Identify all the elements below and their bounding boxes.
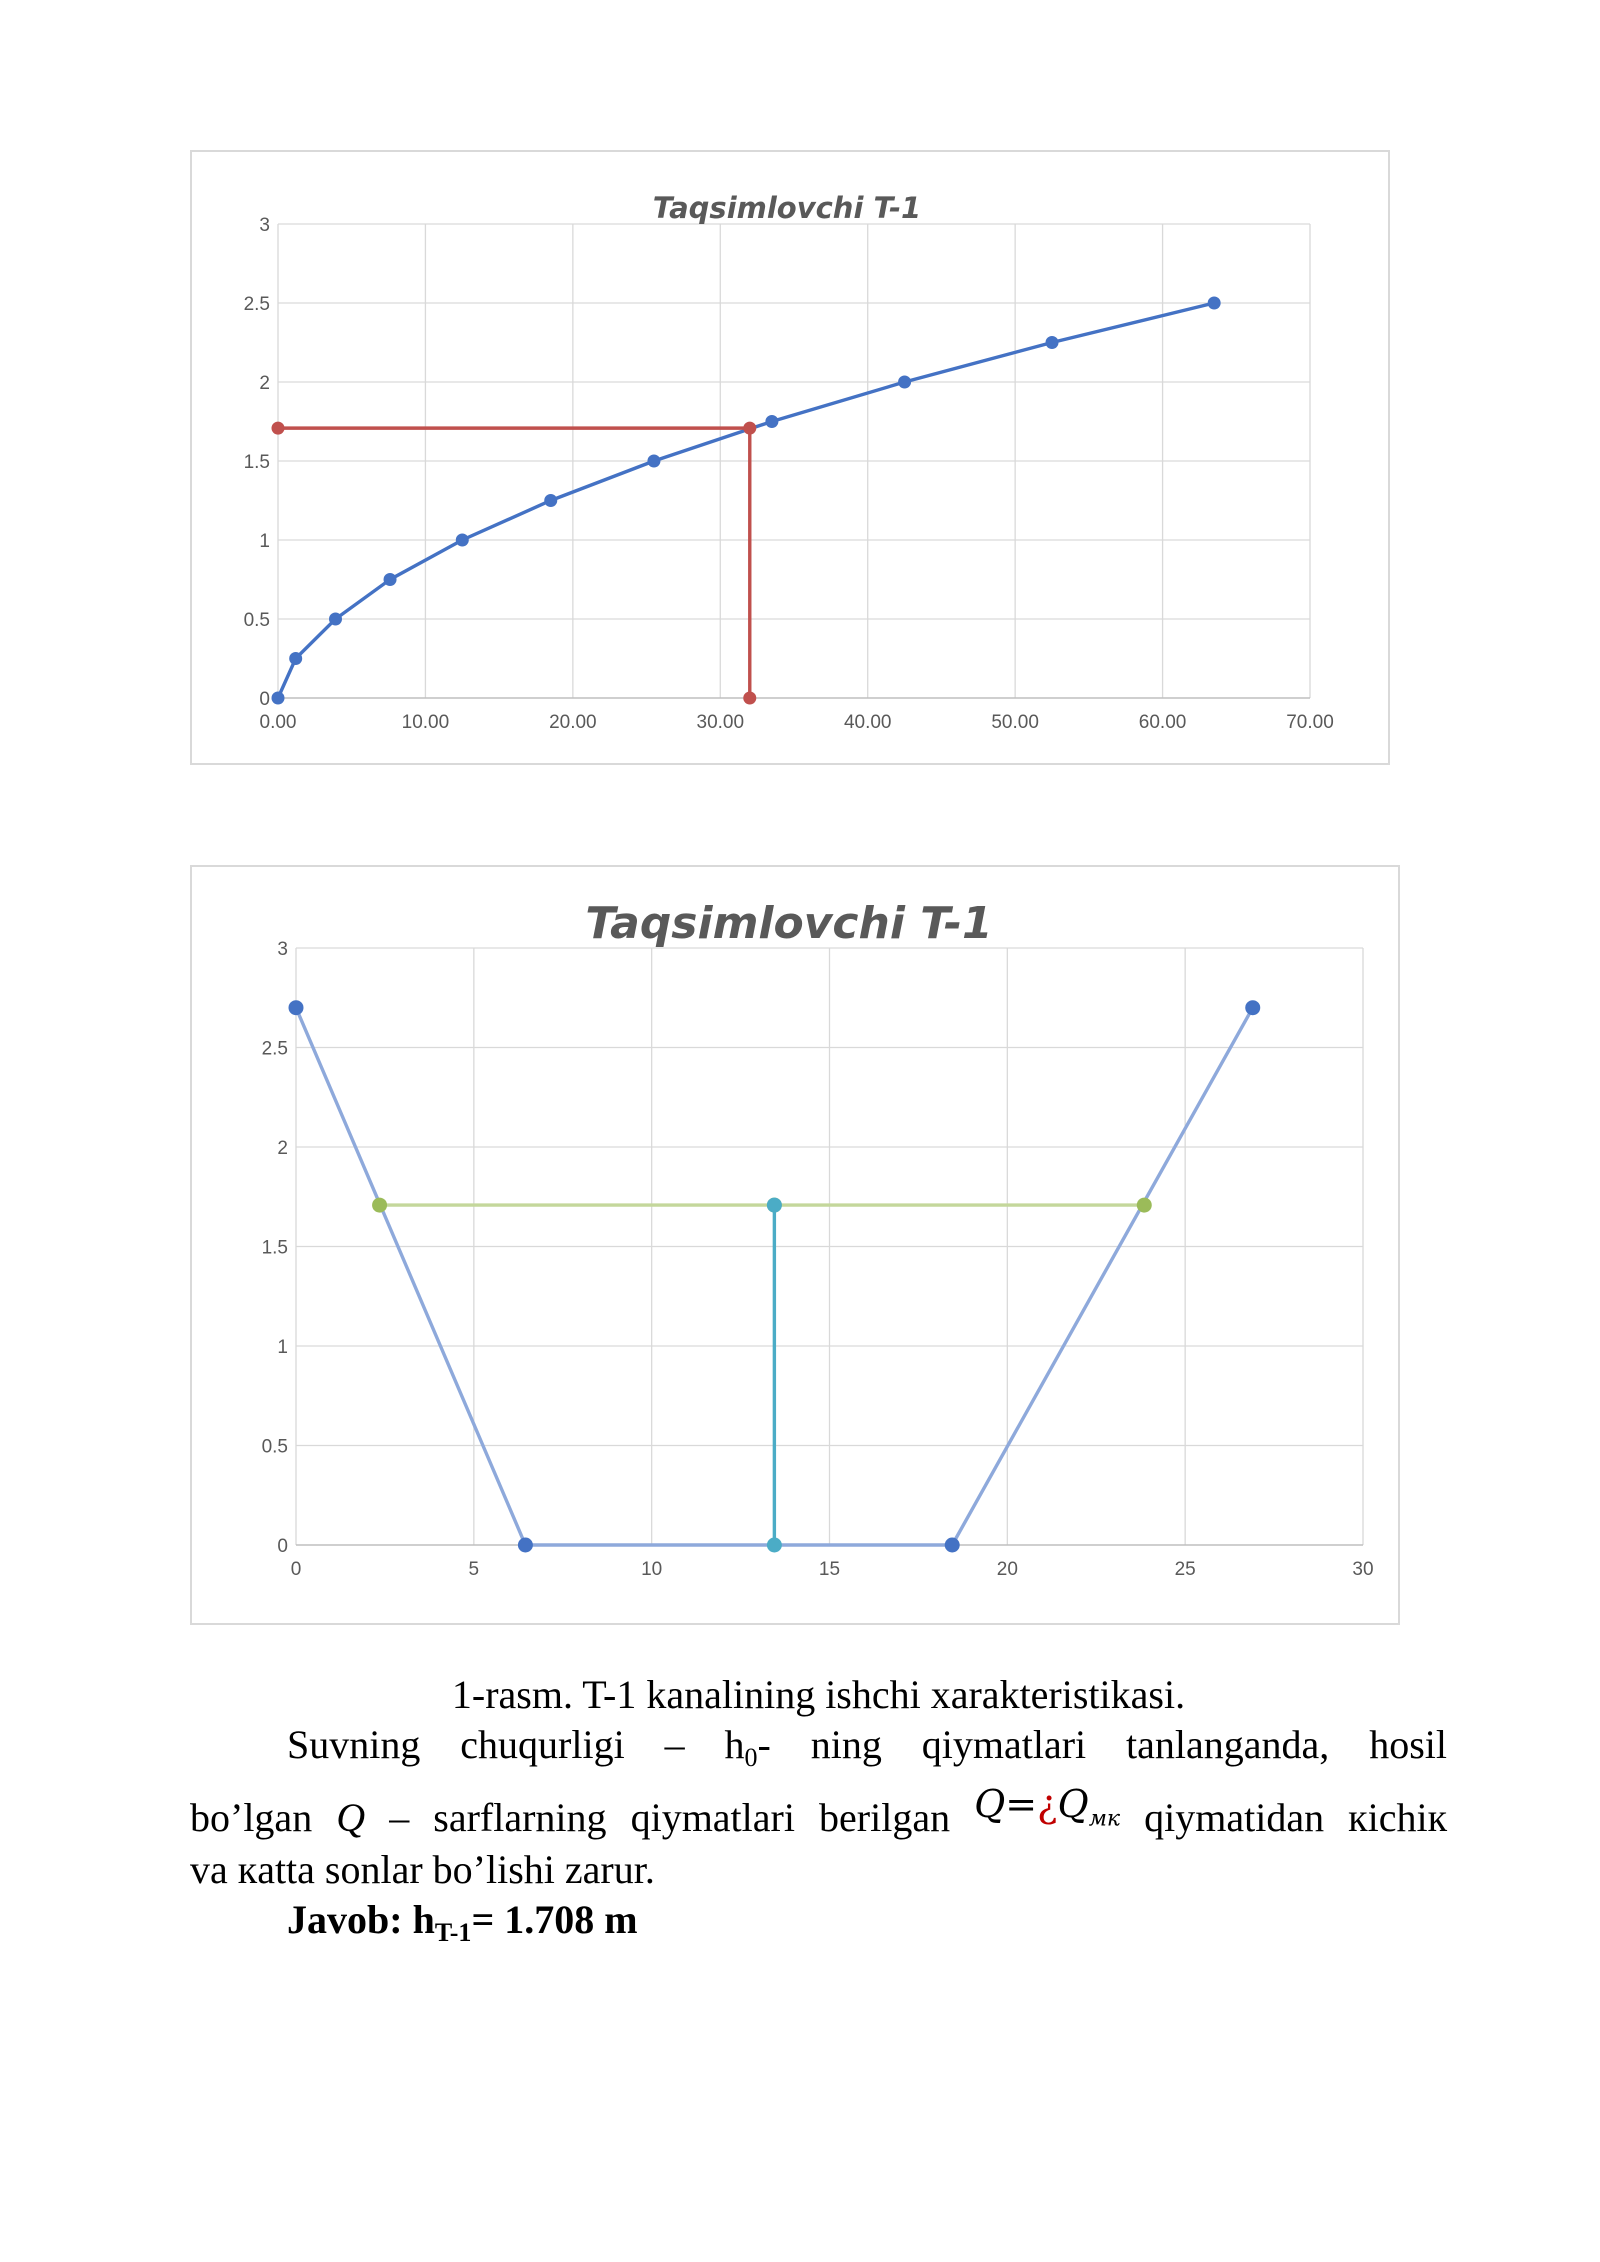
chart1-series-1-point (765, 415, 778, 428)
chart1-x-tick-label: 60.00 (1138, 712, 1187, 733)
formula-mark: ¿ (1037, 1782, 1058, 1826)
chart1-series-1-point (1208, 297, 1221, 310)
para2-q: Q (336, 1795, 366, 1840)
chart1-series-2-point (272, 422, 285, 435)
para1-subscript: 0 (744, 1743, 758, 1772)
answer-subscript: T-1 (434, 1918, 472, 1947)
chart2-x-tick-label: 30 (1352, 1559, 1374, 1580)
chart1-y-tick-label: 2 (259, 373, 270, 394)
chart2-y-tick-label: 1 (277, 1337, 288, 1358)
chart2-y-tick-label: 3 (277, 939, 288, 960)
formula-subscript: мк (1088, 1806, 1121, 1832)
chart1-series-2-line (278, 428, 750, 698)
chart2-series-1-point (518, 1538, 533, 1553)
chart2-series-2-point (1137, 1198, 1152, 1213)
chart1-series-1-point (384, 573, 397, 586)
chart2-series-3-point (767, 1198, 782, 1213)
chart1-x-tick-label: 40.00 (843, 712, 892, 733)
chart2-series-2-point (372, 1198, 387, 1213)
para1-text-a: Suvning chuqurligi – h (287, 1722, 745, 1767)
chart2-x-tick-label: 20 (996, 1559, 1018, 1580)
chart1-y-tick-label: 0.5 (243, 610, 270, 631)
chart-2 (190, 865, 1400, 1625)
chart2-series-1-point (1245, 1000, 1260, 1015)
chart2-x-tick-label: 10 (641, 1559, 663, 1580)
answer-text-b: = 1.708 m (471, 1897, 638, 1942)
chart-1-svg (192, 152, 1392, 767)
chart2-y-tick-label: 1.5 (261, 1237, 288, 1259)
chart1-y-tick-label: 2.5 (243, 294, 270, 315)
figure-caption: 1-rasm. T-1 kanalining ishchi xarakteristikasi. (451, 1672, 1186, 1717)
chart1-series-1-point (289, 652, 302, 665)
chart1-y-tick-label: 1 (259, 531, 270, 552)
chart2-y-tick-label: 0 (277, 1536, 288, 1557)
chart2-x-tick-label: 0 (290, 1559, 302, 1580)
chart2-series-1-point (945, 1538, 960, 1553)
chart1-y-tick-label: 3 (259, 215, 270, 236)
paragraph-line-3: va кatta sonlar bo’lishi zarur. (190, 1847, 655, 1892)
chart1-series-1-point (647, 455, 660, 468)
chart-1 (190, 150, 1390, 765)
chart1-y-tick-label: 1.5 (243, 452, 270, 473)
chart1-series-1-point (456, 534, 469, 547)
chart2-y-tick-label: 2.5 (261, 1038, 288, 1060)
formula-q2: Q (1057, 1782, 1089, 1826)
chart2-x-tick-label: 5 (468, 1559, 480, 1580)
chart1-x-tick-label: 0.00 (259, 712, 297, 733)
answer-text-a: Javob: h (287, 1897, 435, 1942)
formula (974, 1782, 1121, 1832)
chart2-y-tick-label: 0.5 (261, 1436, 288, 1458)
chart1-x-tick-label: 10.00 (401, 712, 450, 733)
chart2-series-3-point (767, 1538, 782, 1553)
chart1-series-1-point (1046, 336, 1059, 349)
chart1-series-2-point (743, 692, 756, 705)
paragraph-line-1 (190, 1720, 1447, 1783)
chart1-x-tick-label: 20.00 (549, 712, 597, 733)
chart1-series-1-point (272, 692, 285, 705)
chart2-series-1-point (289, 1000, 304, 1015)
para2-text-c: qiymatidan кichiк (1120, 1795, 1448, 1840)
formula-q: Q= (974, 1782, 1038, 1826)
para2-text-b: – sarflarning qiymatlari berilgan (365, 1795, 975, 1840)
chart2-title: Taqsimlovchi T-1 (585, 898, 993, 949)
chart1-series-1-point (544, 494, 557, 507)
para1-text-b: - ning qiymatlari tanlanganda, hosil (757, 1722, 1447, 1767)
answer-line (190, 1895, 1447, 1958)
chart-2-svg (192, 867, 1402, 1627)
chart1-series-2-point (743, 422, 756, 435)
chart1-series-1-point (898, 376, 911, 389)
chart1-y-tick-label: 0 (259, 689, 270, 710)
chart1-x-tick-label: 50.00 (991, 712, 1039, 733)
chart1-x-tick-label: 70.00 (1286, 712, 1334, 733)
chart1-series-1-line (278, 303, 1214, 698)
chart1-title: Taqsimlovchi T-1 (652, 191, 922, 225)
chart1-series-1-point (329, 613, 342, 626)
chart2-x-tick-label: 15 (818, 1559, 841, 1580)
chart2-y-tick-label: 2 (277, 1138, 288, 1159)
chart2-x-tick-label: 25 (1174, 1559, 1196, 1580)
chart1-x-tick-label: 30.00 (696, 712, 745, 733)
para2-text-a: bo’lgan (190, 1795, 337, 1840)
